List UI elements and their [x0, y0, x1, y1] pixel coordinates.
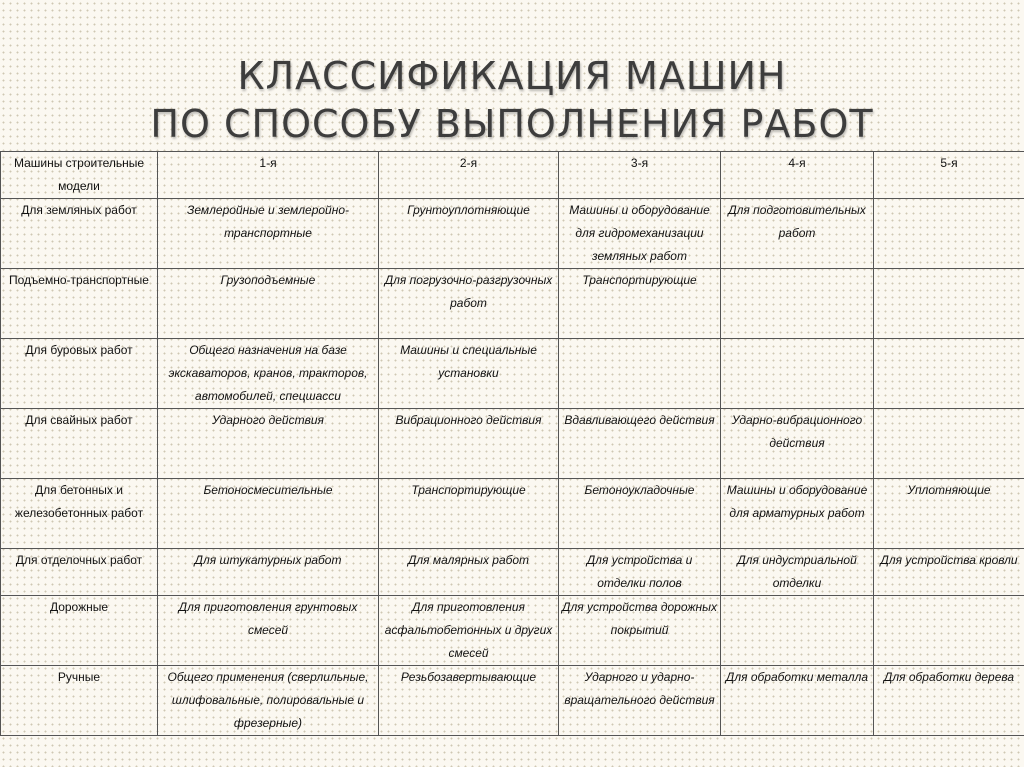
table-cell [874, 409, 1024, 479]
column-header: 1-я [158, 152, 379, 199]
column-header: 3-я [559, 152, 721, 199]
table-cell: Уплотняющие [874, 479, 1024, 549]
table-cell: Бетоносмесительные [158, 479, 379, 549]
table-cell: Общего применения (сверлильные, шлифовальные, полировальные и фрезерные) [158, 666, 379, 736]
table-cell: Для обработки металла [721, 666, 874, 736]
table-row [1, 339, 1024, 409]
table-cell: Ударно-вибрационного действия [721, 409, 874, 479]
table-cell: Для штукатурных работ [158, 549, 379, 596]
table-cell: Грузоподъемные [158, 269, 379, 339]
table-row [1, 596, 1024, 666]
corner-header: Машины строительные модели [1, 152, 158, 199]
column-header: 2-я [379, 152, 559, 199]
table-cell: Для приготовления асфальтобетонных и других смесей [379, 596, 559, 666]
table-row [1, 409, 1024, 479]
table-cell [721, 269, 874, 339]
table-cell: Общего назначения на базе экскаваторов, кранов, тракторов, автомобилей, спецшасси [158, 339, 379, 409]
table-header-row [1, 152, 1024, 199]
column-header: 4-я [721, 152, 874, 199]
table-cell: Вдавливающего действия [559, 409, 721, 479]
row-label: Ручные [1, 666, 158, 736]
table-cell: Ударного действия [158, 409, 379, 479]
table-cell [874, 596, 1024, 666]
table-cell [874, 199, 1024, 269]
classification-table [0, 151, 1024, 736]
row-label: Для свайных работ [1, 409, 158, 479]
table-cell [874, 269, 1024, 339]
table-cell: Транспортирующие [379, 479, 559, 549]
slide-title [0, 52, 1024, 148]
row-label: Подъемно-транспортные [1, 269, 158, 339]
table-cell [874, 339, 1024, 409]
table-cell: Ударного и ударно-вращательного действия [559, 666, 721, 736]
table-cell: Для приготовления грунтовых смесей [158, 596, 379, 666]
table-cell [721, 339, 874, 409]
table-cell: Для устройства кровли [874, 549, 1024, 596]
table-row [1, 479, 1024, 549]
table-cell: Для погрузочно-разгрузочных работ [379, 269, 559, 339]
column-header: 5-я [874, 152, 1024, 199]
table-cell [721, 596, 874, 666]
table-row [1, 199, 1024, 269]
table-cell: Для устройства и отделки полов [559, 549, 721, 596]
row-label: Для земляных работ [1, 199, 158, 269]
slide-title-line-2: ПО СПОСОБУ ВЫПОЛНЕНИЯ РАБОТ [150, 102, 874, 146]
table-cell: Для подготовительных работ [721, 199, 874, 269]
row-label: Для бетонных и железобетонных работ [1, 479, 158, 549]
row-label: Дорожные [1, 596, 158, 666]
row-label: Для отделочных работ [1, 549, 158, 596]
classification-table-body [1, 152, 1024, 736]
table-row [1, 666, 1024, 736]
table-row [1, 549, 1024, 596]
table-cell: Вибрационного действия [379, 409, 559, 479]
table-cell: Для малярных работ [379, 549, 559, 596]
table-cell: Машины и оборудование для гидромеханизации земляных работ [559, 199, 721, 269]
row-label: Для буровых работ [1, 339, 158, 409]
table-cell [559, 339, 721, 409]
table-cell: Резьбозавертывающие [379, 666, 559, 736]
table-cell: Для индустриальной отделки [721, 549, 874, 596]
table-cell: Для устройства дорожных покрытий [559, 596, 721, 666]
table-cell: Грунтоуплотняющие [379, 199, 559, 269]
table-cell: Транспортирующие [559, 269, 721, 339]
table-cell: Бетоноукладочные [559, 479, 721, 549]
table-cell: Для обработки дерева [874, 666, 1024, 736]
slide-title-line-1: КЛАССИФИКАЦИЯ МАШИН [237, 54, 787, 98]
table-cell: Землеройные и землеройно-транспортные [158, 199, 379, 269]
table-cell: Машины и специальные установки [379, 339, 559, 409]
table-cell: Машины и оборудование для арматурных работ [721, 479, 874, 549]
table-row [1, 269, 1024, 339]
